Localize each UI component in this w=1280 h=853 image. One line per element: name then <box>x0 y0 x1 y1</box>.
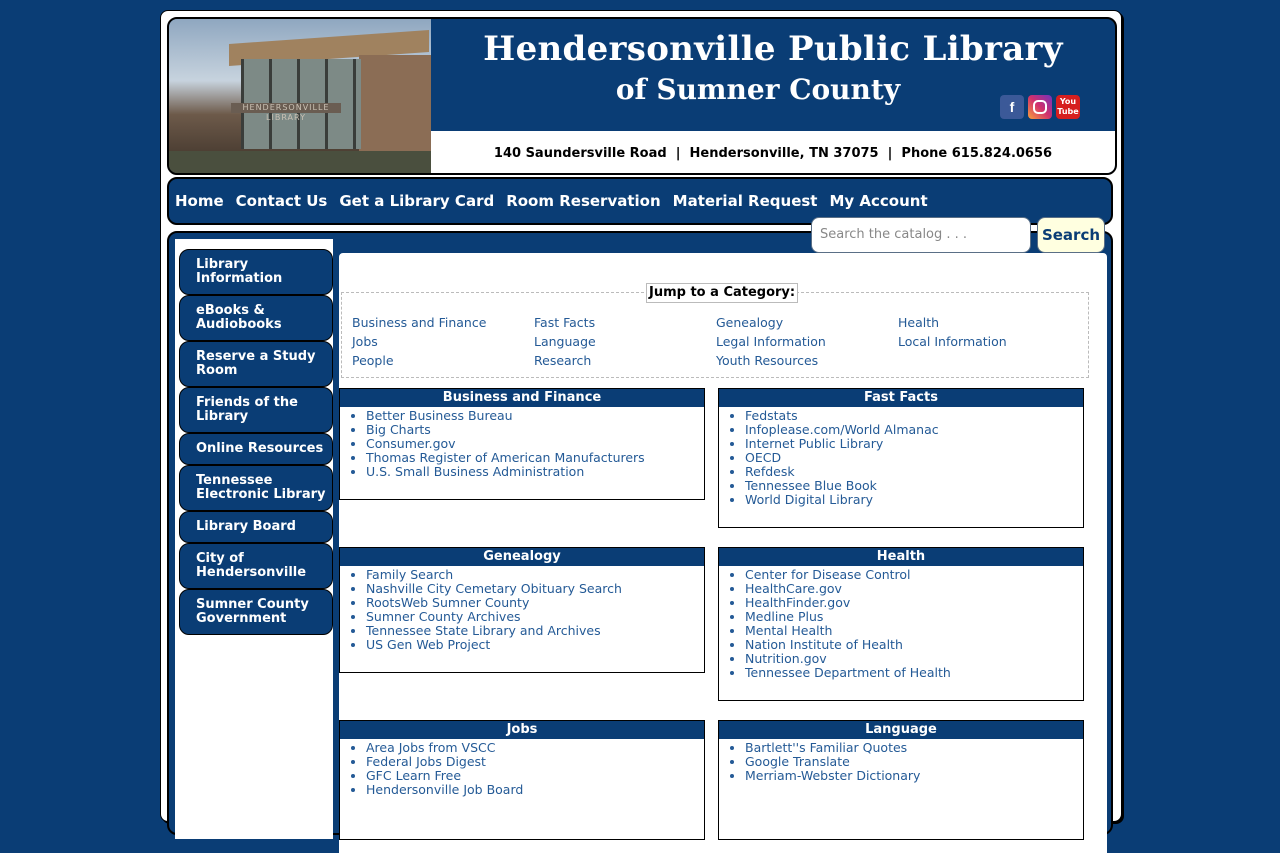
list-item[interactable]: • Google Translate <box>745 755 1083 769</box>
list-item[interactable]: • Fedstats <box>745 409 1083 423</box>
list-item[interactable]: • Area Jobs from VSCC <box>366 741 704 755</box>
list-item[interactable]: • Tennessee State Library and Archives <box>366 624 704 638</box>
catalog-search-input[interactable]: Search the catalog . . . <box>811 217 1031 253</box>
section-jobs <box>339 720 705 840</box>
address-bar: 140 Saundersville Road | Hendersonville, TN 37075 | Phone 615.824.0656 <box>431 129 1115 175</box>
site-title-line1[interactable]: Hendersonville Public Library <box>483 29 1063 69</box>
instagram-icon[interactable] <box>1028 95 1052 119</box>
list-item[interactable]: • Thomas Register of American Manufacturers <box>366 451 704 465</box>
list-item[interactable]: • Hendersonville Job Board <box>366 783 704 797</box>
section-business <box>339 388 705 500</box>
jump-link-local[interactable]: Local Information <box>898 334 1007 349</box>
section-language <box>718 720 1084 840</box>
library-building-photo <box>169 19 431 173</box>
list-item[interactable]: • Big Charts <box>366 423 704 437</box>
list-item[interactable]: • Consumer.gov <box>366 437 704 451</box>
list-item[interactable]: • Nashville City Cemetary Obituary Search <box>366 582 704 596</box>
section-title: Jobs <box>340 721 704 739</box>
youtube-icon[interactable]: You Tube <box>1056 95 1080 119</box>
sidebar-item-library-board[interactable]: Library Board <box>179 511 333 543</box>
list-item[interactable]: • Medline Plus <box>745 610 1083 624</box>
sidebar-item-ebooks[interactable]: eBooks & Audiobooks <box>179 295 333 341</box>
list-item[interactable]: • Nutrition.gov <box>745 652 1083 666</box>
list-item[interactable]: • Internet Public Library <box>745 437 1083 451</box>
jump-title: Jump to a Category: <box>646 283 798 303</box>
sidebar-item-library-information[interactable]: Library Information <box>179 249 333 295</box>
section-genealogy <box>339 547 705 673</box>
section-health <box>718 547 1084 701</box>
list-item[interactable]: • Sumner County Archives <box>366 610 704 624</box>
building-sign: HENDERSONVILLE LIBRARY <box>231 103 341 113</box>
nav-item-library-card[interactable]: Get a Library Card <box>339 192 495 210</box>
jump-link-youth[interactable]: Youth Resources <box>716 353 819 368</box>
jump-to-category <box>341 285 1089 378</box>
sidebar-item-city[interactable]: City of Hendersonville <box>179 543 333 589</box>
list-item[interactable]: • Tennessee Department of Health <box>745 666 1083 680</box>
list-item[interactable]: • HealthCare.gov <box>745 582 1083 596</box>
list-item[interactable]: • HealthFinder.gov <box>745 596 1083 610</box>
jump-link-legal[interactable]: Legal Information <box>716 334 826 349</box>
site-header <box>167 17 1117 175</box>
jump-link-jobs[interactable]: Jobs <box>352 334 378 349</box>
sidebar-item-study-room[interactable]: Reserve a Study Room <box>179 341 333 387</box>
sidebar-item-friends[interactable]: Friends of the Library <box>179 387 333 433</box>
list-item[interactable]: • Bartlett''s Familiar Quotes <box>745 741 1083 755</box>
nav-item-room-reservation[interactable]: Room Reservation <box>506 192 661 210</box>
list-item[interactable]: • U.S. Small Business Administration <box>366 465 704 479</box>
list-item[interactable]: • US Gen Web Project <box>366 638 704 652</box>
section-title: Health <box>719 548 1083 566</box>
jump-link-business[interactable]: Business and Finance <box>352 315 487 330</box>
list-item[interactable]: • OECD <box>745 451 1083 465</box>
list-item[interactable]: • RootsWeb Sumner County <box>366 596 704 610</box>
sidebar-item-online-resources[interactable]: Online Resources <box>179 433 333 465</box>
nav-item-my-account[interactable]: My Account <box>829 192 928 210</box>
list-item[interactable]: • World Digital Library <box>745 493 1083 507</box>
page-frame <box>160 10 1122 822</box>
section-title: Business and Finance <box>340 389 704 407</box>
list-item[interactable]: • Nation Institute of Health <box>745 638 1083 652</box>
nav-item-home[interactable]: Home <box>175 192 224 210</box>
jump-link-fast-facts[interactable]: Fast Facts <box>534 315 596 330</box>
jump-link-health[interactable]: Health <box>898 315 940 330</box>
jump-link-people[interactable]: People <box>352 353 394 368</box>
facebook-icon[interactable]: f <box>1000 95 1024 119</box>
site-title-line2[interactable]: of Sumner County <box>615 73 901 106</box>
jump-link-genealogy[interactable]: Genealogy <box>716 315 784 330</box>
list-item[interactable]: • Better Business Bureau <box>366 409 704 423</box>
list-item[interactable]: • Merriam-Webster Dictionary <box>745 769 1083 783</box>
list-item[interactable]: • Infoplease.com/World Almanac <box>745 423 1083 437</box>
section-title: Language <box>719 721 1083 739</box>
search-button[interactable]: Search <box>1037 217 1105 253</box>
list-item[interactable]: • Family Search <box>366 568 704 582</box>
list-item[interactable]: • Tennessee Blue Book <box>745 479 1083 493</box>
jump-link-research[interactable]: Research <box>534 353 592 368</box>
list-item[interactable]: • Refdesk <box>745 465 1083 479</box>
sidebar-item-county[interactable]: Sumner County Government <box>179 589 333 635</box>
list-item[interactable]: • Center for Disease Control <box>745 568 1083 582</box>
main-container <box>167 226 1113 835</box>
section-fast-facts <box>718 388 1084 528</box>
sidebar-item-tel[interactable]: Tennessee Electronic Library <box>179 465 333 511</box>
nav-item-contact-us[interactable]: Contact Us <box>235 192 328 210</box>
jump-link-language[interactable]: Language <box>534 334 596 349</box>
list-item[interactable]: • Mental Health <box>745 624 1083 638</box>
nav-item-material-request[interactable]: Material Request <box>672 192 818 210</box>
list-item[interactable]: • GFC Learn Free <box>366 769 704 783</box>
list-item[interactable]: • Federal Jobs Digest <box>366 755 704 769</box>
section-title: Genealogy <box>340 548 704 566</box>
section-title: Fast Facts <box>719 389 1083 407</box>
